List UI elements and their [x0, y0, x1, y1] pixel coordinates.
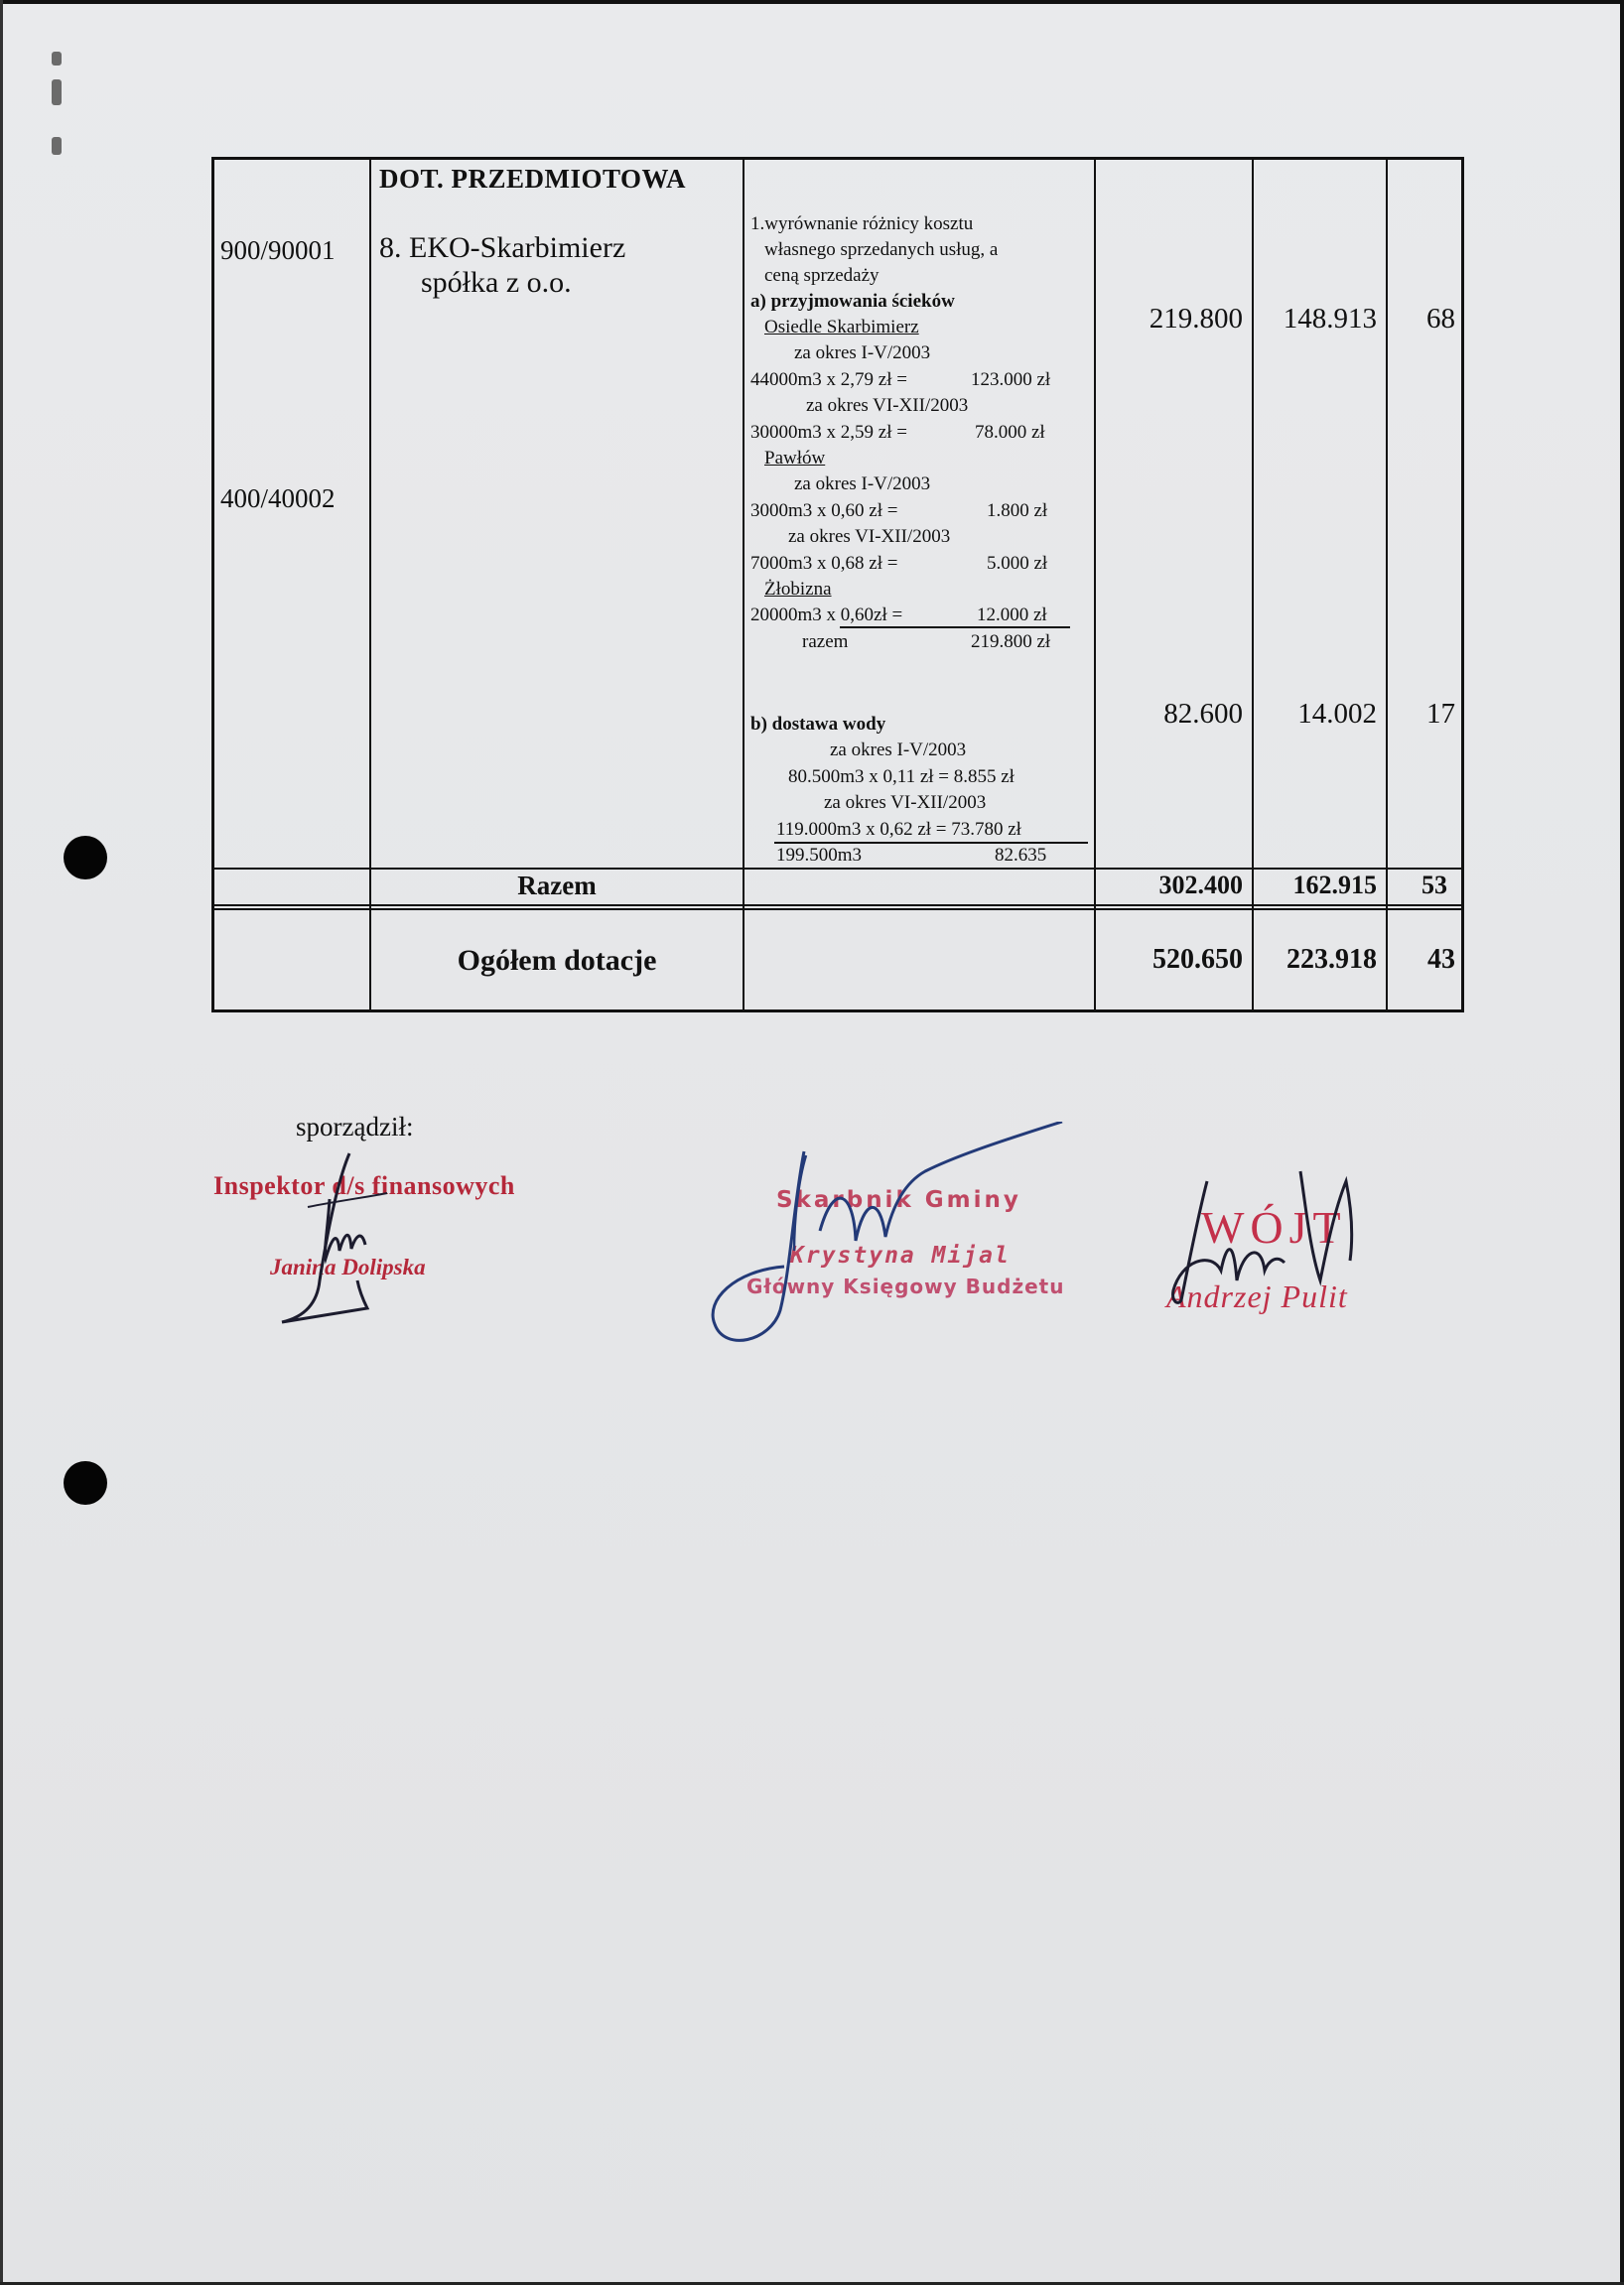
signature-inspector	[268, 1142, 417, 1330]
period-label: za okres VI-XII/2003	[788, 526, 951, 547]
sum-quantity: 199.500m3	[776, 845, 863, 866]
calculation-value: 123.000 zł	[971, 369, 1051, 390]
calculation-line: 3000m3 x 0,60 zł =	[750, 500, 898, 521]
subsidy-table	[211, 157, 1464, 1012]
location-heading: Osiedle Skarbimierz	[764, 317, 919, 337]
calculation-value: 5.000 zł	[987, 553, 1048, 574]
stamp-mayor-name: Andrzej Pulit	[1166, 1278, 1348, 1314]
period-label: za okres I-V/2003	[830, 739, 967, 760]
row-divider	[214, 904, 1461, 906]
executed-amount: 148.913	[1283, 303, 1377, 335]
calculation-line: 44000m3 x 2,79 zł =	[750, 369, 907, 390]
classification-code: 900/90001	[220, 235, 336, 265]
sum-label: razem	[802, 631, 849, 652]
execution-percent: 17	[1426, 698, 1455, 730]
calculation-line: 30000m3 x 2,59 zł =	[750, 422, 907, 443]
subtotal-label: Razem	[517, 871, 597, 900]
entity-legal-form: spółka z o.o.	[421, 266, 572, 299]
location-heading: Żłobizna	[764, 579, 832, 600]
stamp-treasurer-title: Skarbnik Gminy	[776, 1187, 1021, 1213]
grand-total-planned: 520.650	[1152, 944, 1243, 975]
subsection-heading: b) dostawa wody	[750, 714, 886, 735]
sum-value: 82.635	[995, 845, 1047, 866]
period-label: za okres VI-XII/2003	[824, 792, 987, 813]
description-line: ceną sprzedaży	[764, 265, 880, 286]
column-divider	[743, 160, 744, 1009]
calculation-description	[750, 211, 1088, 867]
stamp-treasurer-role: Główny Księgowy Budżetu	[746, 1275, 1065, 1298]
stamp-inspector-name: Janina Dolipska	[270, 1255, 426, 1279]
subtotal-executed: 162.915	[1292, 871, 1377, 899]
stamp-inspector-title: Inspektor d/s finansowych	[213, 1171, 515, 1200]
scan-edge-right	[1620, 0, 1624, 2285]
sum-value: 219.800 zł	[971, 631, 1051, 652]
scan-edge-top	[0, 0, 1624, 4]
subsection-heading: a) przyjmowania ścieków	[750, 291, 955, 312]
period-label: za okres VI-XII/2003	[806, 395, 969, 416]
planned-amount: 82.600	[1163, 698, 1243, 730]
grand-total-label: Ogółem dotacje	[457, 944, 657, 977]
description-line: 1.wyrównanie różnicy kosztu	[750, 213, 974, 234]
stamp-treasurer-name: Krystyna Mijal	[790, 1243, 1011, 1269]
calculation-value: 1.800 zł	[987, 500, 1048, 521]
period-label: za okres I-V/2003	[794, 342, 931, 363]
scan-edge-left	[0, 0, 3, 2285]
stamp-mayor-title: WÓJT	[1201, 1202, 1347, 1253]
executed-amount: 14.002	[1297, 698, 1377, 730]
classification-code: 400/40002	[220, 483, 336, 513]
row-divider	[214, 908, 1461, 910]
scan-mark	[52, 52, 62, 66]
entity-name: 8. EKO-Skarbimierz	[379, 231, 626, 264]
period-label: za okres I-V/2003	[794, 473, 931, 494]
grand-total-executed: 223.918	[1286, 944, 1377, 975]
punch-hole	[64, 1461, 107, 1505]
calculation-line: 119.000m3 x 0,62 zł = 73.780 zł	[776, 819, 1021, 840]
scan-mark	[52, 137, 62, 155]
calculation-value: 78.000 zł	[975, 422, 1045, 443]
signature-treasurer	[695, 1122, 1072, 1360]
planned-amount: 219.800	[1149, 303, 1243, 335]
grand-total-percent: 43	[1427, 944, 1455, 975]
subtotal-planned: 302.400	[1158, 871, 1243, 899]
location-heading: Pawłów	[764, 448, 826, 469]
description-line: własnego sprzedanych usług, a	[764, 239, 999, 260]
section-heading: DOT. PRZEDMIOTOWA	[379, 164, 687, 194]
calculation-line: 20000m3 x 0,60zł =	[750, 605, 903, 625]
scan-mark	[52, 79, 62, 105]
signature-mayor	[1151, 1151, 1380, 1320]
punch-hole	[64, 836, 107, 879]
calculation-value: 12.000 zł	[977, 605, 1047, 625]
prepared-by-label: sporządził:	[296, 1112, 414, 1142]
sum-line	[840, 626, 1070, 628]
subtotal-percent: 53	[1421, 871, 1447, 899]
calculation-line: 7000m3 x 0,68 zł =	[750, 553, 898, 574]
execution-percent: 68	[1426, 303, 1455, 335]
calculation-line: 80.500m3 x 0,11 zł = 8.855 zł	[788, 766, 1015, 787]
